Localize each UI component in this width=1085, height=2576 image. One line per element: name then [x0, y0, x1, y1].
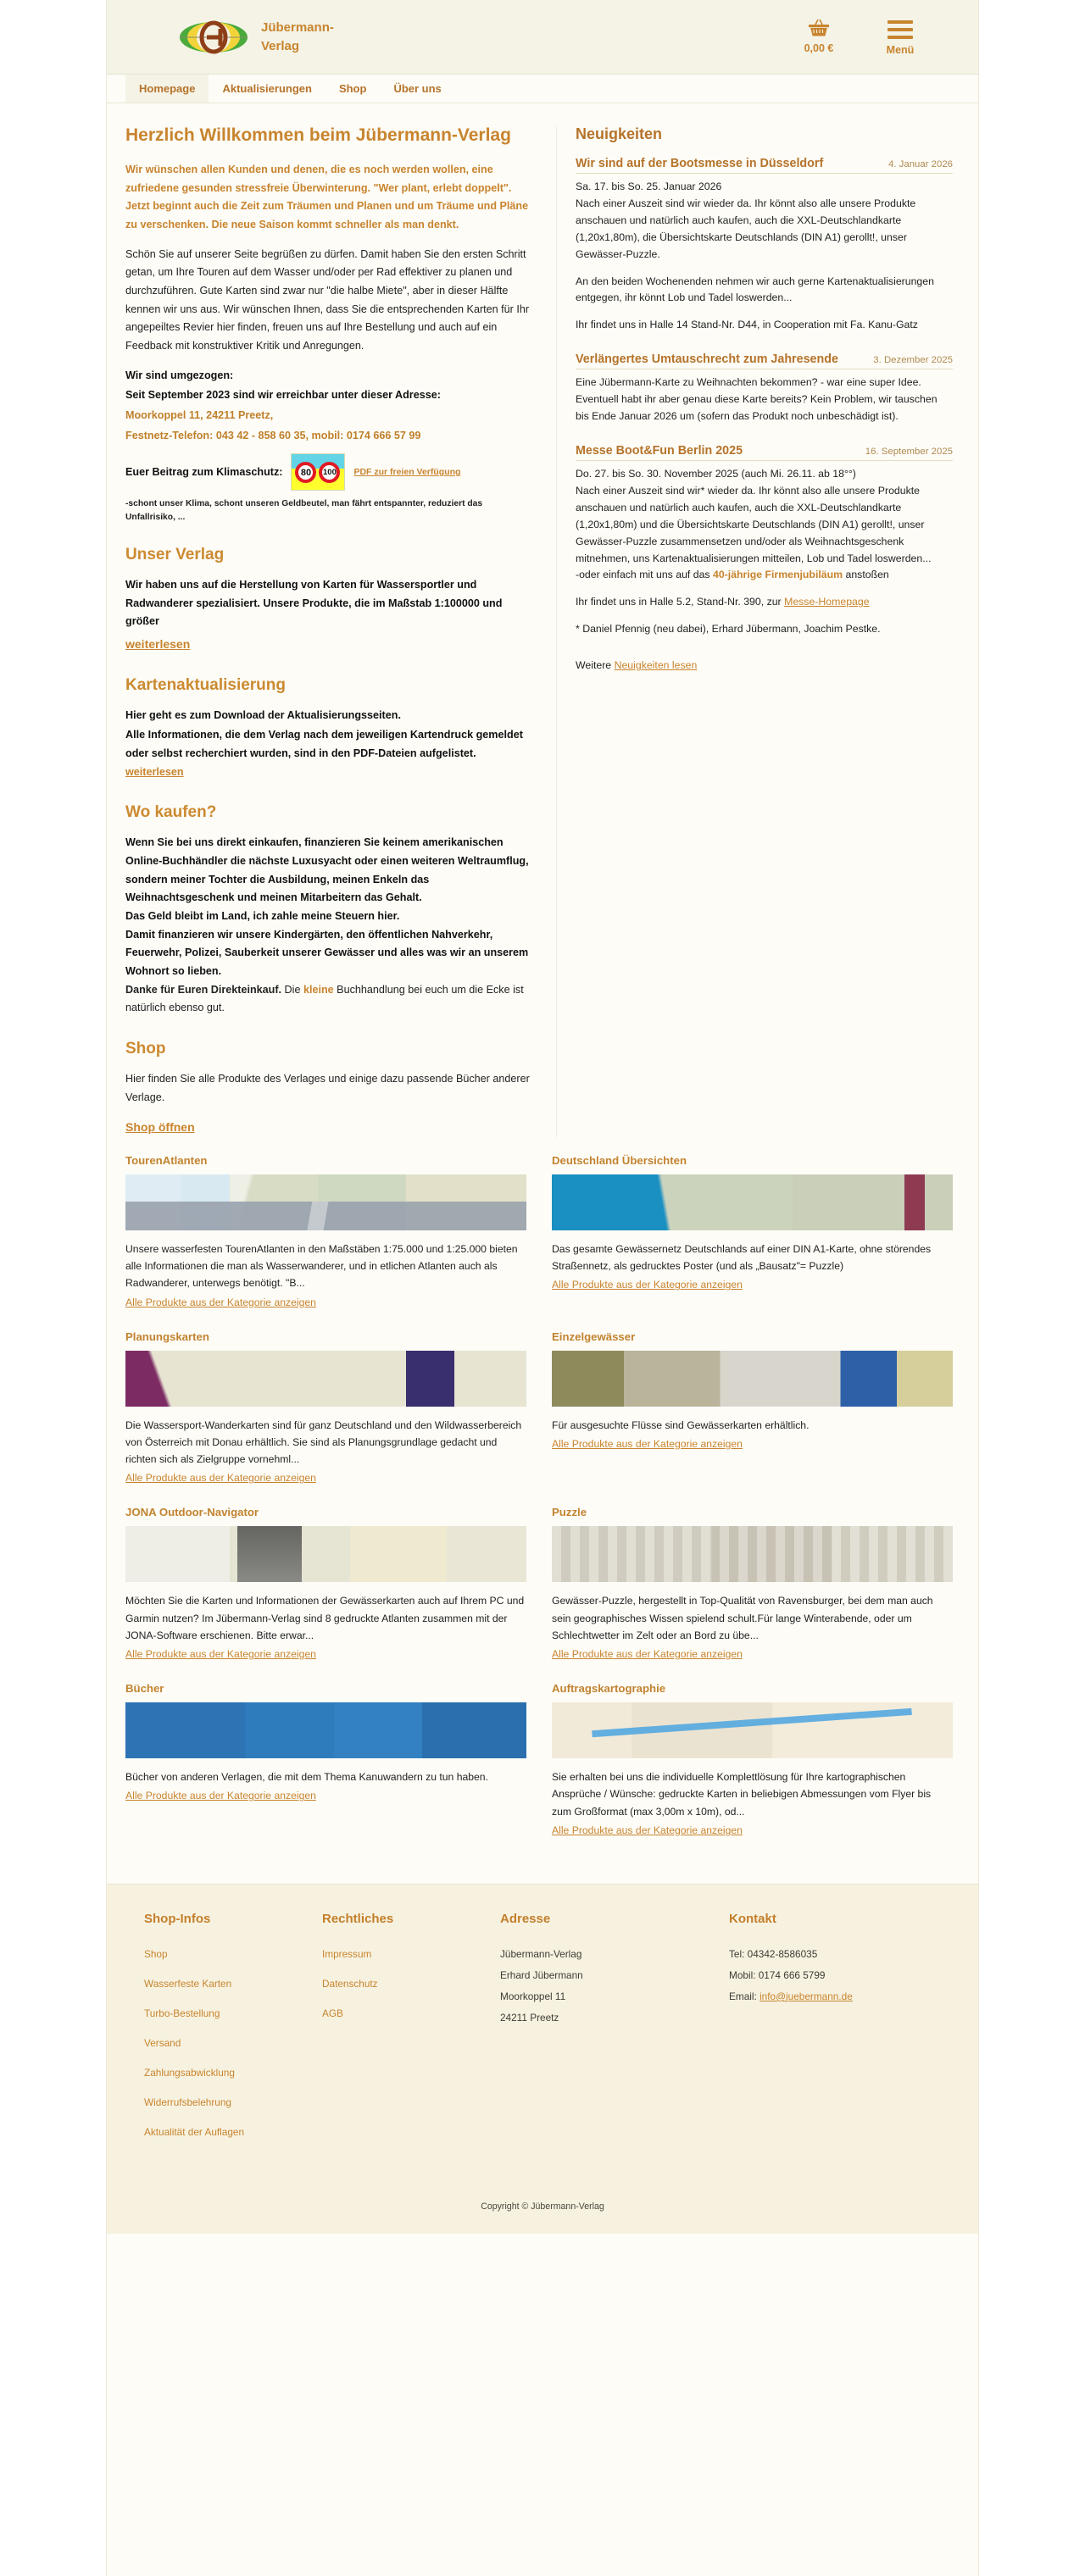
news-2-jubilaeum-highlight: 40-jährige Firmenjubiläum — [713, 569, 843, 581]
product-category-title[interactable]: Puzzle — [552, 1506, 587, 1519]
news-2-p1: Do. 27. bis So. 30. November 2025 (auch Mi. 26.11. ab 18°°) — [576, 467, 856, 480]
news-body — [576, 466, 953, 638]
speed-limit-100-icon: 100 — [319, 462, 340, 483]
unser-verlag-text: Wir haben uns auf die Herstellung von Karten für Wassersportler und Radwanderer spezialisiert. Unsere Produkte, die im Maßstab 1:100000 und größer — [125, 579, 503, 628]
moved-subheading: Seit September 2023 sind wir erreichbar unter dieser Adresse: — [125, 389, 441, 402]
product-category-card — [552, 1506, 953, 1682]
news-title[interactable]: Wir sind auf der Bootsmesse in Düsseldorf — [576, 157, 824, 170]
footer-email-label: Email: — [729, 1990, 760, 2002]
right-column — [556, 125, 953, 1137]
product-category-image[interactable] — [552, 1702, 953, 1758]
news-more-row — [576, 657, 953, 675]
content-columns — [107, 103, 978, 1154]
footer-tel: Tel: 04342-8586035 — [729, 1947, 818, 1960]
footer-heading-adresse: Adresse — [500, 1911, 551, 1926]
product-category-link[interactable]: Alle Produkte aus der Kategorie anzeigen — [552, 1824, 743, 1836]
footer-link-zahlungsabwicklung[interactable]: Zahlungsabwicklung — [144, 2066, 235, 2079]
intro-paragraph: Schön Sie auf unserer Seite begrüßen zu dürfen. Damit haben Sie den ersten Schritt getan, um Ihre Touren auf dem Wasser und/oder per Rad effektiver zu planen und durchzuführen. Gute Karten sind zwar nur "die halbe Miete", aber in dieser Hälfte kennen wir uns aus. Wir wünschen Ihnen, dass Sie die entsprechenden Karten für Ihr angepeiltes Revier hier finden, freuen uns auf Ihre Bestellung und auch auf ein Feedback mit konstruktiver Kritik und Anregungen. — [125, 247, 530, 352]
news-2-p4-pre: Ihr findet uns in Halle 5.2, Stand-Nr. 390, zur — [576, 596, 785, 608]
product-category-card — [125, 1330, 526, 1507]
news-date: 4. Januar 2026 — [888, 159, 953, 169]
menu-label: Menü — [886, 43, 915, 56]
news-date: 16. September 2025 — [865, 446, 953, 457]
product-category-card — [552, 1682, 953, 1858]
footer-link-impressum[interactable]: Impressum — [322, 1947, 372, 1960]
footer-link-shop[interactable]: Shop — [144, 1947, 168, 1960]
footer-heading-rechtliches: Rechtliches — [322, 1911, 394, 1926]
product-category-title[interactable]: Einzelgewässer — [552, 1330, 636, 1343]
product-category-grid — [107, 1154, 978, 1884]
site-container — [106, 0, 979, 2576]
footer-link-agb[interactable]: AGB — [322, 2007, 343, 2019]
news-2-p4 — [576, 594, 953, 611]
footer-col-kontakt — [729, 1912, 953, 2156]
news-2-p3 — [576, 567, 953, 584]
product-category-card — [552, 1330, 953, 1507]
news-0-p2: Nach einer Auszeit sind wir wieder da. Ihr könnt also alle unsere Produkte anschauen und natürlich auch kaufen, auch die XXL-Deutschlandkarte (1,20x1,80m), die Übersichtskarte Deutschlands (DIN A1) gerollt!, unser Gewässer-Puzzle. — [576, 197, 916, 260]
news-title-row — [576, 444, 953, 461]
news-2-p3-post: anstoßen — [843, 569, 889, 581]
news-2-p5: * Daniel Pfennig (neu dabei), Erhard Jübermann, Joachim Pestke. — [576, 623, 881, 636]
product-category-description: Für ausgesuchte Flüsse sind Gewässerkarten erhältlich. — [552, 1418, 810, 1431]
product-category-card — [125, 1682, 526, 1858]
speed-limit-80-icon: 80 — [295, 462, 316, 483]
news-item — [576, 444, 953, 638]
news-2-p2: Nach einer Auszeit sind wir* wieder da. Ihr könnt also alle unsere Produkte anschauen und natürlich auch kaufen, auch die XXL-Deutschlandkarte (1,20x1,80m) und die Übersichtskarte Deutschlands (DIN A1) gerollt!, unser Gewässer-Puzzle zusammensetzen und/oder als Weihnachtsgeschenk mitnehmen, uns Kartenaktualisierungen mitteilen, Lob und Tadel loswerden... — [576, 484, 932, 564]
product-category-title[interactable]: TourenAtlanten — [125, 1153, 208, 1167]
product-category-link[interactable]: Alle Produkte aus der Kategorie anzeigen — [125, 1472, 316, 1485]
section-heading-shop: Shop — [125, 1039, 166, 1058]
product-category-link[interactable]: Alle Produkte aus der Kategorie anzeigen — [125, 1790, 316, 1802]
wokaufen-rest-2: Buchhandlung bei euch um die Ecke ist natürlich ebenso gut. — [125, 983, 524, 1014]
news-1-p1: Eine Jübermann-Karte zu Weihnachten bekommen? - war eine super Idee. Eventuell habt ihr aber genau diese Karte bereits? Kein Problem, wir tauschen bis Ende Januar 2026 um (sofern das Produkt noch unbeschädigt ist). — [576, 376, 938, 423]
product-category-title[interactable]: Auftragskartographie — [552, 1682, 666, 1696]
footer-heading-kontakt: Kontakt — [729, 1911, 776, 1926]
karten-text-2 — [125, 726, 531, 781]
speed-limit-sign-image — [291, 453, 345, 491]
footer-heading-shop-infos: Shop-Infos — [144, 1911, 211, 1926]
site-footer — [107, 1884, 978, 2173]
moved-heading: Wir sind umgezogen: — [125, 369, 234, 381]
product-category-card — [552, 1154, 953, 1330]
klimaschutz-note: -schont unser Klima, schont unseren Geldbeutel, man fährt entspannter, reduziert das Unfallrisiko, ... — [125, 499, 483, 522]
footer-address-line-3: Moorkoppel 11 — [500, 1990, 566, 2002]
footer-mobil: Mobil: 0174 666 5799 — [729, 1968, 826, 1981]
news-0-p3: An den beiden Wochenenden nehmen wir auch gerne Kartenaktualisierungen entgegen, ihr könnt Lob und Tadel loswerden... — [576, 275, 934, 304]
news-item — [576, 353, 953, 425]
product-category-link[interactable]: Alle Produkte aus der Kategorie anzeigen — [552, 1648, 743, 1661]
brand-name — [261, 19, 334, 56]
product-category-description: Die Wassersport-Wanderkarten sind für ganz Deutschland und den Wildwasserbereich von Österreich mit Donau erhältlich. Sie sind als Planungsgrundlage gedacht und richten sich als Zielgruppe vornehml... — [125, 1418, 522, 1466]
wokaufen-line-1: Wenn Sie bei uns direkt einkaufen, finanzieren Sie keinem amerikanischen Online-Buchhändler die nächste Luxusyacht oder einen weiteren Weltraumflug, — [125, 836, 529, 867]
news-title-row — [576, 353, 953, 369]
news-2-p3-pre: -oder einfach mit uns auf das — [576, 569, 713, 581]
page-title: Herzlich Willkommen beim Jübermann-Verlag — [125, 125, 511, 145]
product-category-link[interactable]: Alle Produkte aus der Kategorie anzeigen — [552, 1437, 743, 1450]
news-0-p1: Sa. 17. bis So. 25. Januar 2026 — [576, 180, 722, 192]
klimaschutz-row — [125, 453, 531, 491]
footer-address-line-2: Erhard Jübermann — [500, 1968, 583, 1981]
product-category-description: Möchten Sie die Karten und Informationen der Gewässerkarten auch auf Ihrem PC und Garmin nutzen? Im Jübermann-Verlag sind 8 gedruckte Atlanten zusammen mit der JONA-Software erschienen. Bitte erwar... — [125, 1595, 525, 1641]
news-title-row — [576, 157, 953, 174]
wokaufen-thanks: Danke für Euren Direkteinkauf. — [125, 983, 282, 996]
product-category-description: Gewässer-Puzzle, hergestellt in Top-Qualität von Ravensburger, bei dem man auch sein geographisches Wissen spielend schult.Für lange Winterabende, oder um Schlechtwetter im Zelt oder an Bord zu übe... — [552, 1595, 933, 1641]
footer-link-turbo-bestellung[interactable]: Turbo-Bestellung — [144, 2007, 220, 2019]
product-category-description: Das gesamte Gewässernetz Deutschlands auf einer DIN A1-Karte, ohne störendes Straßennetz, als gedrucktes Poster (und als „Bausatz"= Puzzle) — [552, 1242, 932, 1273]
klimaschutz-label: Euer Beitrag zum Klimaschutz: — [125, 466, 283, 479]
product-category-link[interactable]: Alle Produkte aus der Kategorie anzeigen — [125, 1648, 316, 1661]
product-category-description: Bücher von anderen Verlagen, die mit dem Thema Kanuwandern zu tun haben. — [125, 1771, 488, 1784]
nav-item-shop[interactable]: Shop — [338, 82, 367, 95]
product-category-description: Sie erhalten bei uns die individuelle Komplettlösung für Ihre kartographischen Ansprüche / Wünsche: gedruckte Karten in beliebigen Abmessungen vom Flyer bis zum Großformat (max 3,00m x 10m), od... — [552, 1771, 932, 1818]
juebermann-logo-icon — [178, 19, 249, 56]
header-actions — [797, 19, 922, 56]
karten-text-2-body: Alle Informationen, die dem Verlag nach dem jeweiligen Kartendruck gemeldet oder selbst recherchiert wurden, sind in den PDF-Dateien aufgelistet. — [125, 729, 523, 760]
section-heading-wo-kaufen: Wo kaufen? — [125, 803, 217, 822]
news-body — [576, 375, 953, 425]
product-category-description: Unsere wasserfesten TourenAtlanten in den Maßstäben 1:75.000 und 1:25.000 bieten alle Informationen die man als Wasserwanderer, und in etlichen Atlanten auch als Radwanderer, unterwegs benötigt. "B... — [125, 1242, 518, 1290]
shop-open-link[interactable]: Shop öffnen — [125, 1120, 195, 1135]
footer-address-line-1: Jübermann-Verlag — [500, 1947, 582, 1960]
footer-address-line-4: 24211 Preetz — [500, 2011, 559, 2024]
product-category-card — [125, 1506, 526, 1682]
news-title[interactable]: Verlängertes Umtauschrecht zum Jahresende — [576, 353, 838, 367]
footer-link-wasserfeste-karten[interactable]: Wasserfeste Karten — [144, 1977, 232, 1990]
site-header — [107, 0, 978, 75]
cart-amount: 0,00 € — [804, 42, 834, 54]
news-title[interactable]: Messe Boot&Fun Berlin 2025 — [576, 443, 743, 458]
intro-highlight-text: Wir wünschen allen Kunden und denen, die es noch werden wollen, eine zufriedene gesunden stressfreie Überwinterung. "Wer plant, erlebt doppelt". Jetzt beginnt auch die Zeit zum Träumen und Planen und um Träume und Pläne zu verschenken. Die neue Saison kommt schneller als man denkt. — [125, 164, 529, 230]
section-heading-unser-verlag: Unser Verlag — [125, 546, 225, 564]
main-navigation — [107, 75, 978, 103]
product-category-link[interactable]: Alle Produkte aus der Kategorie anzeigen — [552, 1279, 743, 1291]
phone-line: Festnetz-Telefon: 043 42 - 858 60 35, mobil: 0174 666 57 99 — [125, 429, 421, 441]
product-category-image[interactable] — [125, 1174, 526, 1230]
product-category-card — [125, 1154, 526, 1330]
brand-name-line2: Verlag — [261, 38, 300, 53]
product-category-title[interactable]: Deutschland Übersichten — [552, 1153, 687, 1167]
menu-button[interactable] — [878, 19, 922, 56]
news-0-p4: Ihr findet uns in Halle 14 Stand-Nr. D44, in Cooperation mit Fa. Kanu-Gatz — [576, 319, 918, 331]
shop-text: Hier finden Sie alle Produkte des Verlages und einige dazu passende Bücher anderer Verlage. — [125, 1072, 530, 1103]
footer-link-versand[interactable]: Versand — [144, 2036, 181, 2049]
section-heading-kartenaktualisierung: Kartenaktualisierung — [125, 675, 286, 694]
wokaufen-kleine-highlight: kleine — [303, 983, 334, 996]
karten-text-1: Hier geht es zum Download der Aktualisierungsseiten. — [125, 708, 401, 721]
product-category-image[interactable] — [552, 1526, 953, 1582]
nav-item-homepage[interactable]: Homepage — [125, 75, 209, 103]
product-category-link[interactable]: Alle Produkte aus der Kategorie anzeigen — [125, 1296, 316, 1308]
more-news-link[interactable]: Neuigkeiten lesen — [614, 659, 698, 672]
wokaufen-rest-1: Die — [281, 983, 303, 996]
wokaufen-line-2: sondern meiner Tochter die Ausbildung, meinen Enkeln das Weihnachtsgeschenk und meinen Mitarbeitern das Gehalt. — [125, 873, 430, 904]
product-category-title[interactable]: JONA Outdoor-Navigator — [125, 1506, 259, 1519]
cart-button[interactable] — [797, 19, 841, 54]
brand-name-line1: Jübermann- — [261, 19, 334, 35]
copyright-bar: Copyright © Jübermann-Verlag — [107, 2173, 978, 2234]
product-category-image[interactable] — [125, 1526, 526, 1582]
footer-link-datenschutz[interactable]: Datenschutz — [322, 1977, 378, 1990]
product-category-image[interactable] — [125, 1702, 526, 1758]
footer-link-widerrufsbelehrung[interactable]: Widerrufsbelehrung — [144, 2096, 231, 2108]
brand-logo-link[interactable] — [178, 19, 334, 56]
karten-more-link[interactable]: weiterlesen — [125, 765, 184, 778]
messe-homepage-link[interactable]: Messe-Homepage — [784, 596, 870, 608]
product-category-title[interactable]: Planungskarten — [125, 1330, 209, 1343]
footer-col-adresse — [500, 1912, 712, 2156]
news-heading: Neuigkeiten — [576, 125, 663, 142]
wokaufen-line-3: Das Geld bleibt im Land, ich zahle meine Steuern hier. — [125, 909, 400, 922]
unser-verlag-more-link[interactable]: weiterlesen — [125, 637, 191, 652]
footer-col-rechtliches — [322, 1912, 483, 2156]
footer-link-aktualitaet-der-auflagen[interactable]: Aktualität der Auflagen — [144, 2125, 245, 2138]
footer-email-row — [729, 1990, 953, 2002]
pdf-download-link[interactable]: PDF zur freien Verfügung — [353, 467, 461, 478]
news-date: 3. Dezember 2025 — [873, 355, 953, 366]
address-line: Moorkoppel 11, 24211 Preetz, — [125, 408, 274, 421]
footer-email-link[interactable]: info@juebermann.de — [760, 1990, 853, 2002]
nav-item-ueber-uns[interactable]: Über uns — [393, 82, 442, 95]
news-body — [576, 179, 953, 334]
hamburger-menu-icon — [887, 19, 913, 39]
product-category-title[interactable]: Bücher — [125, 1682, 164, 1696]
wokaufen-line-4: Damit finanzieren wir unsere Kindergärten, den öffentlichen Nahverkehr, Feuerwehr, Polizei, Sauberkeit unserer Gewässer und alles was wir an unserem Wohnort so lieben. — [125, 928, 529, 977]
product-category-image[interactable] — [125, 1351, 526, 1407]
wokaufen-line-5 — [125, 981, 531, 1018]
shopping-basket-icon — [808, 19, 830, 37]
news-more-prefix: Weitere — [576, 659, 615, 672]
footer-col-shop-infos — [144, 1912, 305, 2156]
news-item — [576, 157, 953, 334]
nav-item-aktualisierungen[interactable]: Aktualisierungen — [222, 82, 312, 95]
product-category-image[interactable] — [552, 1351, 953, 1407]
product-category-image[interactable] — [552, 1174, 953, 1230]
left-column — [125, 125, 531, 1137]
